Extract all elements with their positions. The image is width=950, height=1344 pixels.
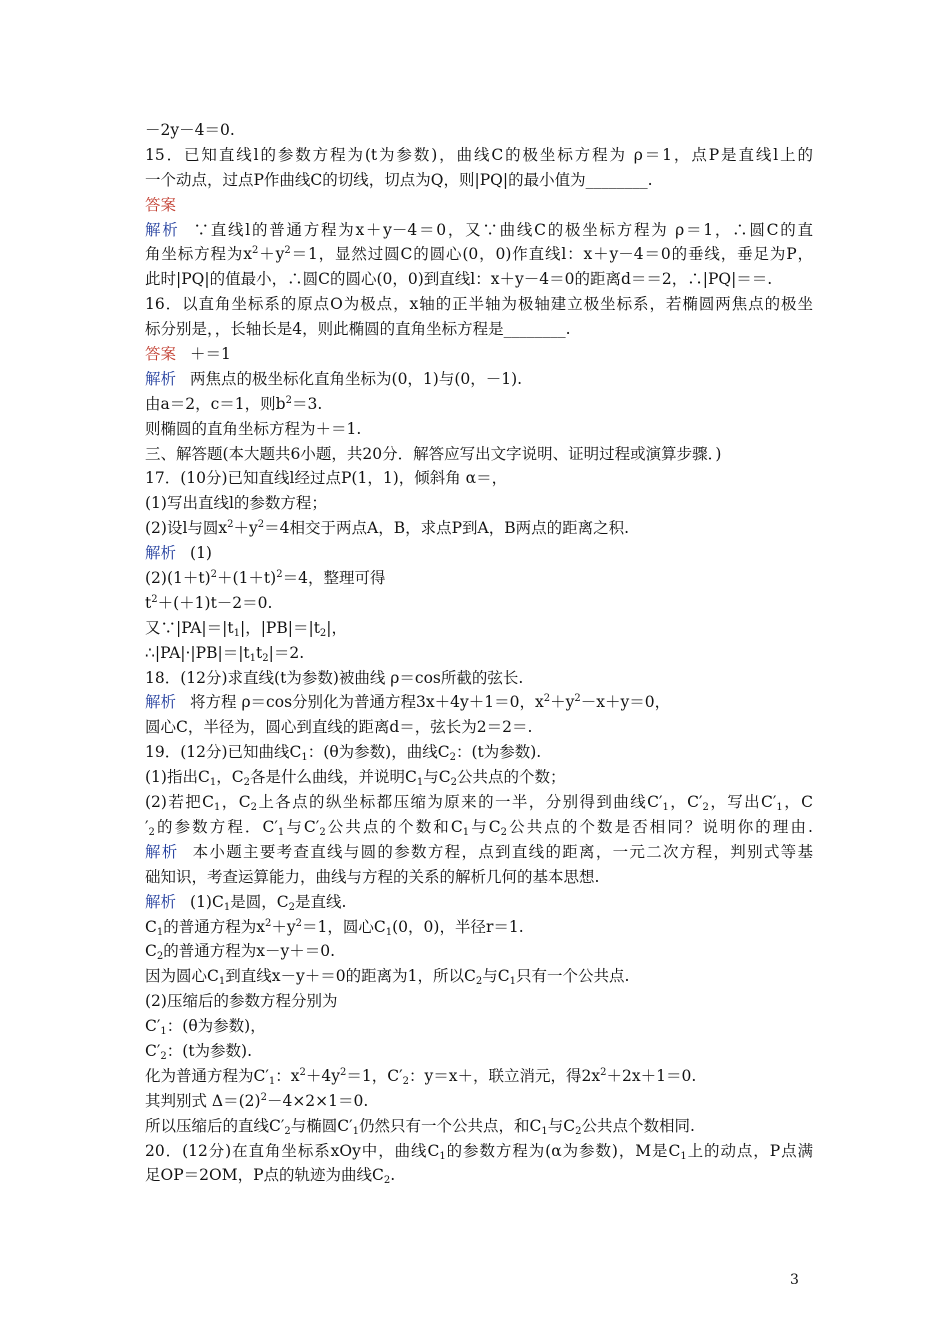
subscript: 2 (288, 901, 295, 913)
subscript: 1 (662, 802, 669, 814)
text-run: . (390, 1166, 396, 1185)
text-line (145, 915, 813, 940)
superscript: 2 (543, 693, 551, 705)
text-run: (2)若把C (145, 793, 215, 812)
text-run: ＝1，C′ (346, 1066, 403, 1085)
subscript: 2 (148, 826, 155, 838)
text-line (145, 367, 813, 392)
text-run: 本小题主要考查直线与圆的参数方程，点到直线的距离，一元二次方程，判别式等基 (192, 842, 813, 861)
text-line (145, 715, 813, 740)
text-line (145, 939, 813, 964)
superscript: 2 (340, 1066, 347, 1078)
text-run: (2)设l与圆x (145, 519, 228, 538)
text-line (145, 242, 813, 267)
text-run: (1)C (190, 892, 224, 911)
subscript: 1 (541, 1125, 548, 1137)
superscript: 2 (227, 519, 234, 531)
text-run: ，C (216, 768, 244, 787)
text-run: 所以压缩后的直线C′ (145, 1116, 285, 1135)
superscript: 2 (299, 1066, 306, 1078)
subscript: 1 (249, 652, 257, 664)
subscript: 1 (680, 1150, 687, 1162)
subscript: 1 (214, 802, 221, 814)
text-line (145, 616, 813, 641)
text-run: 角坐标方程为x (145, 245, 252, 264)
text-run: 各是什么曲线，并说明C (249, 768, 417, 787)
text-run: 三、解答题(本大题共6小题，共20分．解答应写出文字说明、证明过程或演算步骤．) (145, 444, 722, 463)
text-line (145, 1163, 813, 1188)
text-line (145, 1114, 813, 1139)
text-line (145, 641, 813, 666)
text-run: ，C′ (668, 793, 703, 812)
text-run: ＋(1＋t) (217, 569, 277, 588)
superscript: 2 (210, 569, 218, 581)
superscript: 2 (600, 1066, 607, 1078)
text-line (145, 143, 813, 168)
text-run: 将方程 ρ＝cos分别化为普通方程3x＋4y＋1＝0，x (190, 693, 544, 712)
text-line (145, 566, 813, 591)
text-run: 则椭圆的直角坐标方程为＋＝1. (145, 419, 362, 438)
page-number: 3 (790, 1272, 799, 1288)
answer-label: 答案 (145, 345, 177, 364)
text-line (145, 964, 813, 989)
text-run: 16．以直角坐标系的原点O为极点，x轴的正半轴为极轴建立极坐标系，若椭圆两焦点的极坐 (145, 295, 813, 314)
text-run: 两焦点的极坐标化直角坐标为(0，1)与(0，－1). (190, 369, 523, 388)
subscript: 2 (500, 826, 508, 838)
subscript: 1 (509, 976, 516, 988)
text-line (145, 815, 813, 840)
text-run: (1) (190, 544, 212, 563)
subscript: 2 (156, 951, 164, 963)
text-run: 圆心C，半径为，圆心到直线的距离d＝，弦长为2＝2＝. (145, 718, 533, 737)
text-run: －x＋y＝0， (580, 693, 671, 712)
text-run: 与C (547, 1116, 576, 1135)
subscript: 1 (268, 1075, 276, 1087)
text-run: |，|PB|＝|t (239, 618, 320, 637)
subscript: 2 (319, 826, 326, 838)
text-line (145, 442, 813, 467)
superscript: 2 (257, 519, 265, 531)
text-line (145, 1064, 813, 1089)
text-line (145, 840, 813, 865)
text-run: ：(θ为参数)， (166, 1017, 266, 1036)
superscript: 2 (151, 593, 158, 605)
text-run: 的普通方程为x－y＋＝0. (163, 942, 336, 961)
superscript: 2 (284, 245, 291, 257)
text-run: ＝4，整理可得 (282, 569, 386, 588)
text-run: 是直线. (294, 892, 347, 911)
superscript: 2 (574, 693, 581, 705)
text-run: ＋y (550, 693, 575, 712)
text-run: 仍然只有一个公共点，和C (359, 1116, 542, 1135)
text-run: 15．已知直线l的参数方程为(t为参数)，曲线C的极坐标方程为 ρ＝1，点P是直线l上的 (145, 145, 813, 164)
answer-label: 答案 (145, 195, 177, 214)
subscript: 2 (284, 1125, 291, 1137)
text-run: C (145, 942, 157, 961)
subscript: 1 (416, 777, 424, 789)
text-run: ∴|PA|·|PB|＝|t (145, 643, 250, 662)
subscript: 1 (352, 1125, 360, 1137)
text-run: －4×2×1＝0. (266, 1091, 369, 1110)
analysis-label: 解析 (145, 544, 177, 563)
text-line (145, 193, 813, 218)
text-run: ，C (220, 793, 251, 812)
text-run: ：(θ为参数)，曲线C (307, 743, 450, 762)
text-run: 与C′ (284, 817, 320, 836)
text-run: 又∵|PA|＝|t (145, 618, 234, 637)
text-line (145, 168, 813, 193)
text-run: 19．(12分)已知曲线C (145, 743, 302, 762)
text-run: ，C (782, 793, 813, 812)
text-run: 与C (469, 817, 501, 836)
text-run: 是圆，C (230, 892, 289, 911)
text-run: 公共点的个数是否相同？说明你的理由. (507, 817, 813, 836)
text-line (145, 1014, 813, 1039)
text-run: ∵直线l的普通方程为x＋y－4＝0，又∵曲线C的极坐标方程为 ρ＝1，∴圆C的直 (193, 220, 813, 239)
text-line (145, 118, 813, 143)
text-run: ＋(＋1)t－2＝0. (157, 593, 273, 612)
text-run: 与椭圆C′ (290, 1116, 353, 1135)
text-run: －2y－4＝0. (145, 121, 235, 139)
text-run: t (145, 593, 152, 612)
subscript: 1 (385, 926, 393, 938)
text-run: C (145, 917, 157, 936)
superscript: 2 (285, 394, 292, 406)
text-run: 20．(12分)在直角坐标系xOy中，曲线C (145, 1141, 440, 1160)
text-run: 足OP＝2OM，P点的轨迹为曲线C (145, 1166, 384, 1185)
subscript: 1 (156, 926, 164, 938)
text-line (145, 690, 813, 715)
text-run: ＋y (258, 245, 285, 264)
text-line (145, 790, 813, 815)
text-run: 一个动点，过点P作曲线C的切线，切点为Q，则|PQ|的最小值为________. (145, 170, 653, 189)
superscript: 2 (265, 917, 272, 929)
subscript: 1 (209, 777, 217, 789)
subscript: 1 (218, 976, 226, 988)
analysis-label: 解析 (145, 842, 179, 861)
text-run: 上各点的纵坐标都压缩为原来的一半，分别得到曲线C′ (256, 793, 663, 812)
subscript: 2 (383, 1175, 391, 1187)
text-run: 上的动点，P点满 (686, 1141, 813, 1160)
text-line (145, 1039, 813, 1064)
subscript: 2 (450, 777, 457, 789)
text-run: ′ (145, 817, 149, 836)
text-line (145, 890, 813, 915)
subscript: 2 (449, 752, 456, 764)
text-run: ：(t为参数). (455, 743, 542, 762)
subscript: 2 (262, 652, 269, 664)
subscript: 2 (319, 627, 327, 639)
subscript: 2 (702, 802, 709, 814)
subscript: 1 (776, 802, 783, 814)
text-run: (1)指出C (145, 768, 210, 787)
text-run: 的参数方程．C′ (154, 817, 278, 836)
text-run: ＝1，显然过圆C的圆心(0，0)作直线l：x＋y－4＝0的垂线，垂足为P， (290, 245, 813, 264)
subscript: 2 (243, 777, 250, 789)
text-line (145, 1089, 813, 1114)
subscript: 1 (462, 826, 470, 838)
text-run: |＝2. (268, 643, 305, 662)
text-run: (2)(1＋t) (145, 569, 211, 588)
superscript: 2 (260, 1091, 267, 1103)
text-run: 因为圆心C (145, 967, 219, 986)
text-run: ＝1，圆心C (302, 917, 386, 936)
text-run: ：(t为参数). (166, 1041, 253, 1060)
subscript: 1 (301, 752, 308, 764)
text-run: 础知识，考查运算能力，曲线与方程的关系的解析几何的基本思想. (145, 867, 600, 886)
text-line (145, 865, 813, 890)
text-line (145, 541, 813, 566)
text-run: 其判别式 Δ＝(2) (145, 1091, 261, 1110)
text-run: |， (326, 618, 348, 637)
text-run: 与C (423, 768, 451, 787)
superscript: 2 (276, 569, 283, 581)
text-run: 由a＝2，c＝1，则b (145, 394, 286, 413)
superscript: 2 (295, 917, 303, 929)
subscript: 2 (475, 976, 483, 988)
text-run: (2)压缩后的参数方程分别为 (145, 992, 338, 1011)
text-line (145, 267, 813, 292)
text-line (145, 765, 813, 790)
text-line (145, 417, 813, 442)
subscript: 1 (233, 627, 240, 639)
text-run: 此时|PQ|的值最小，∴圆C的圆心(0，0)到直线l：x＋y－4＝0的距离d＝＝2，∴|PQ|＝＝. (145, 270, 773, 289)
text-line (145, 989, 813, 1014)
text-run: ＋4y (305, 1066, 341, 1085)
text-run: 18．(12分)求直线(t为参数)被曲线 ρ＝cos所截的弦长. (145, 668, 524, 687)
text-run: 化为普通方程为C′ (145, 1066, 269, 1085)
text-line (145, 392, 813, 417)
subscript: 2 (160, 1050, 167, 1062)
text-run: 的参数方程为(α为参数)，M是C (445, 1141, 681, 1160)
text-run: 与C (482, 967, 510, 986)
text-run: 公共点的个数和C (325, 817, 463, 836)
text-run: t (256, 643, 263, 662)
analysis-label: 解析 (145, 220, 180, 239)
subscript: 1 (439, 1150, 446, 1162)
text-line (145, 218, 813, 243)
text-run: 公共点个数相同. (581, 1116, 695, 1135)
subscript: 1 (223, 901, 231, 913)
text-run: 17．(10分)已知直线l经过点P(1，1)，倾斜角 α＝， (145, 469, 508, 488)
text-run: ＋＝1 (190, 345, 231, 364)
text-run: (1)写出直线l的参数方程； (145, 494, 327, 513)
text-run: 的普通方程为x (163, 917, 265, 936)
text-line (145, 1139, 813, 1164)
text-run: 公共点的个数； (456, 768, 566, 787)
subscript: 2 (402, 1075, 410, 1087)
text-line (145, 491, 813, 516)
page-body-text (145, 118, 813, 1188)
text-run: ＋y (233, 519, 258, 538)
text-line (145, 317, 813, 342)
text-run: C′ (145, 1041, 161, 1060)
text-line (145, 516, 813, 541)
subscript: 1 (277, 826, 285, 838)
text-run: ＝4相交于两点A，B，求点P到A，B两点的距离之积. (264, 519, 630, 538)
text-run: 标分别是，，长轴长是4，则此椭圆的直角坐标方程是________. (145, 320, 571, 339)
analysis-label: 解析 (145, 892, 177, 911)
text-run: ＋2x＋1＝0. (606, 1066, 697, 1085)
text-line (145, 591, 813, 616)
analysis-label: 解析 (145, 369, 177, 388)
text-line (145, 740, 813, 765)
text-line (145, 292, 813, 317)
text-line (145, 466, 813, 491)
text-run: 只有一个公共点. (515, 967, 630, 986)
text-run: 到直线x－y＋＝0的距离为1，所以C (225, 967, 476, 986)
analysis-label: 解析 (145, 693, 177, 712)
text-run: ，写出C′ (708, 793, 777, 812)
text-run: (0，0)，半径r＝1. (392, 917, 524, 936)
text-line (145, 342, 813, 367)
text-run: ：x (275, 1066, 300, 1085)
text-run: ：y＝x＋，联立消元，得2x (409, 1066, 601, 1085)
subscript: 2 (575, 1125, 582, 1137)
text-run: C′ (145, 1017, 161, 1036)
subscript: 1 (160, 1026, 167, 1038)
superscript: 2 (251, 245, 259, 257)
text-line (145, 666, 813, 691)
subscript: 2 (250, 802, 257, 814)
text-run: ＋y (271, 917, 296, 936)
text-run: ＝3. (291, 394, 323, 413)
